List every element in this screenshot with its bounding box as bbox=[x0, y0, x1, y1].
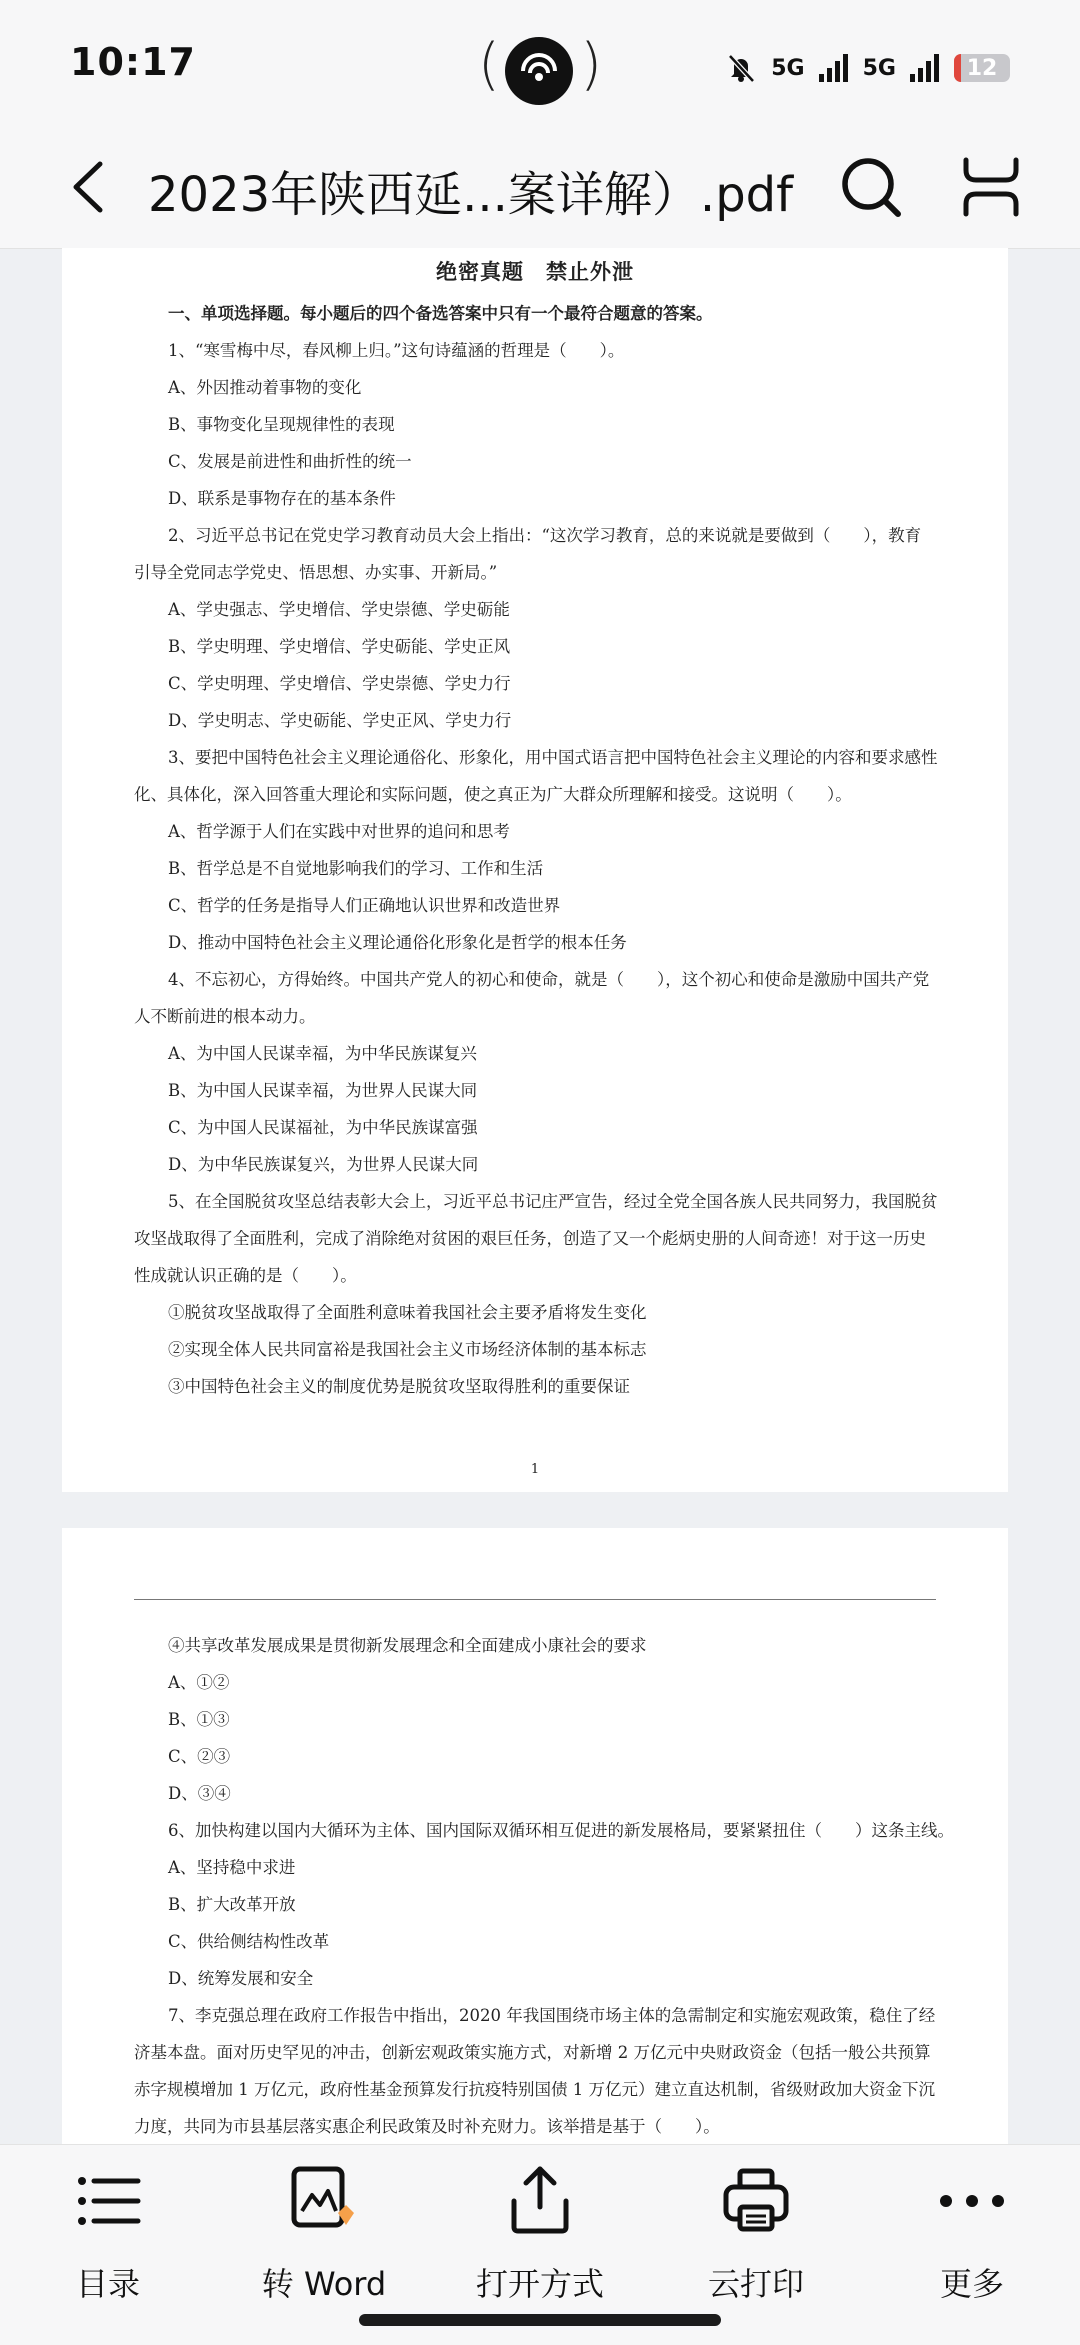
status-icons bbox=[725, 48, 1010, 88]
text-line: 7、李克强总理在政府工作报告中指出，2020 年我国围绕市场主体的急需制定和实施宏观政策，稳住了经 bbox=[168, 2006, 936, 2025]
text-line: D、为中华民族谋复兴，为世界人民谋大同 bbox=[168, 1155, 479, 1174]
home-indicator[interactable] bbox=[359, 2314, 721, 2326]
status-bar bbox=[0, 0, 1080, 130]
page-heading: 绝密真题 禁止外泄 bbox=[436, 259, 634, 284]
share-icon bbox=[500, 2161, 580, 2241]
text-line: B、扩大改革开放 bbox=[168, 1895, 296, 1914]
text-line: D、③④ bbox=[168, 1784, 231, 1803]
text-line: B、事物变化呈现规律性的表现 bbox=[168, 415, 395, 434]
mute-bell-icon bbox=[725, 52, 757, 84]
text-line: 5、在全国脱贫攻坚总结表彰大会上，习近平总书记庄严宣告，经过全党全国各族人民共同努力，我国脱贫 bbox=[168, 1192, 938, 1211]
back-arrow-icon bbox=[60, 152, 120, 222]
toolbar-label: 更多 bbox=[939, 2265, 1004, 2303]
signal-bars-icon bbox=[819, 54, 849, 82]
text-line: 2、习近平总书记在党史学习教育动员大会上指出：“这次学习教育，总的来说就是要做到（ ），教育 bbox=[168, 526, 922, 545]
list-icon bbox=[68, 2161, 148, 2241]
document-title: 2023年陕西延...案详解）.pdf bbox=[148, 167, 794, 223]
text-line: A、①② bbox=[168, 1673, 230, 1692]
search-button[interactable] bbox=[838, 152, 904, 222]
pdf-page-2 bbox=[62, 1528, 1008, 2144]
convert-word-icon bbox=[284, 2161, 364, 2241]
text-line: D、统筹发展和安全 bbox=[168, 1969, 314, 1988]
text-line: C、供给侧结构性改革 bbox=[168, 1932, 330, 1951]
printer-icon bbox=[716, 2161, 796, 2241]
text-line: B、哲学总是不自觉地影响我们的学习、工作和生活 bbox=[168, 859, 544, 878]
island-left-bracket: ( bbox=[478, 32, 500, 97]
text-line: D、学史明志、学史砺能、学史正风、学史力行 bbox=[168, 711, 512, 730]
text-line: B、为中国人民谋幸福，为世界人民谋大同 bbox=[168, 1081, 478, 1100]
text-line: A、外因推动着事物的变化 bbox=[168, 378, 362, 397]
text-line: A、坚持稳中求进 bbox=[168, 1858, 296, 1877]
toolbar-label: 目录 bbox=[75, 2265, 140, 2303]
text-line: 引导全党同志学党史、悟思想、办实事、开新局。” bbox=[134, 563, 498, 582]
text-line: A、学史强志、学史增信、学史崇德、学史砺能 bbox=[168, 600, 510, 619]
battery-level: 12 bbox=[966, 55, 998, 81]
text-line: A、哲学源于人们在实践中对世界的追问和思考 bbox=[168, 822, 510, 841]
title-bar bbox=[0, 130, 1080, 249]
hotspot-icon bbox=[505, 37, 573, 105]
text-line: ①脱贫攻坚战取得了全面胜利意味着我国社会主要矛盾将发生变化 bbox=[168, 1303, 647, 1322]
text-line: 赤字规模增加 1 万亿元，政府性基金预算发行抗疫特别国债 1 万亿元）建立直达机制，省级财政加大资金下沉 bbox=[134, 2080, 935, 2099]
toolbar-label: 云打印 bbox=[707, 2265, 804, 2303]
battery-icon bbox=[954, 54, 1010, 82]
text-line: ③中国特色社会主义的制度优势是脱贫攻坚取得胜利的重要保证 bbox=[168, 1377, 630, 1396]
text-line: 性成就认识正确的是（ ）。 bbox=[134, 1266, 357, 1285]
header-rule bbox=[134, 1599, 936, 1600]
page-number: 1 bbox=[530, 1462, 540, 1477]
more-icon bbox=[932, 2161, 1012, 2241]
pdf-page-1 bbox=[62, 248, 1008, 1492]
signal-2-label: 5G bbox=[862, 55, 896, 81]
text-line: D、联系是事物存在的基本条件 bbox=[168, 489, 396, 508]
pdf-viewer[interactable] bbox=[0, 248, 1080, 2144]
search-icon bbox=[838, 152, 904, 222]
text-line: C、为中国人民谋福祉，为中华民族谋富强 bbox=[168, 1118, 478, 1137]
exit-button[interactable] bbox=[958, 154, 1024, 220]
section-heading: 一、单项选择题。每小题后的四个备选答案中只有一个最符合题意的答案。 bbox=[168, 304, 713, 323]
text-line: 力度，共同为市县基层落实惠企利民政策及时补充财力。该举措是基于（ ）。 bbox=[134, 2117, 720, 2136]
text-line: ②实现全体人民共同富裕是我国社会主义市场经济体制的基本标志 bbox=[168, 1340, 647, 1359]
text-line: 6、加快构建以国内大循环为主体、国内国际双循环相互促进的新发展格局，要紧紧扭住（ ）这条主线。 bbox=[168, 1821, 954, 1840]
signal-1-label: 5G bbox=[771, 55, 805, 81]
toolbar-label: 转 Word bbox=[261, 2265, 387, 2303]
island-right-bracket: ) bbox=[580, 32, 602, 97]
text-line: C、哲学的任务是指导人们正确地认识世界和改造世界 bbox=[168, 896, 561, 915]
toolbar-item-more[interactable] bbox=[882, 2145, 1062, 2345]
dynamic-island bbox=[478, 30, 602, 110]
text-line: B、①③ bbox=[168, 1710, 230, 1729]
text-line: B、学史明理、学史增信、学史砺能、学史正风 bbox=[168, 637, 511, 656]
toolbar-label: 打开方式 bbox=[475, 2265, 604, 2303]
text-line: C、发展是前进性和曲折性的统一 bbox=[168, 452, 412, 471]
text-line: D、推动中国特色社会主义理论通俗化形象化是哲学的根本任务 bbox=[168, 933, 627, 952]
close-hook-icon bbox=[958, 154, 1024, 220]
text-line: 攻坚战取得了全面胜利，完成了消除绝对贫困的艰巨任务，创造了又一个彪炳史册的人间奇迹！对于这一历史 bbox=[134, 1229, 926, 1248]
text-line: 3、要把中国特色社会主义理论通俗化、形象化，用中国式语言把中国特色社会主义理论的内容和要求感性 bbox=[168, 748, 938, 767]
text-line: 化、具体化，深入回答重大理论和实际问题，使之真正为广大群众所理解和接受。这说明（ ）。 bbox=[134, 785, 852, 804]
text-line: 人不断前进的根本动力。 bbox=[134, 1007, 316, 1026]
text-line: 1、“寒雪梅中尽，春风柳上归。”这句诗蕴涵的哲理是（ ）。 bbox=[168, 341, 625, 360]
signal-bars-icon-2 bbox=[910, 54, 940, 82]
text-line: 济基本盘。面对历史罕见的冲击，创新宏观政策实施方式，对新增 2 万亿元中央财政资金（包括一般公共预算 bbox=[134, 2043, 931, 2062]
text-line: A、为中国人民谋幸福，为中华民族谋复兴 bbox=[168, 1044, 477, 1063]
back-button[interactable] bbox=[60, 152, 120, 222]
text-line: ④共享改革发展成果是贯彻新发展理念和全面建成小康社会的要求 bbox=[168, 1636, 647, 1655]
text-line: C、学史明理、学史增信、学史崇德、学史力行 bbox=[168, 674, 511, 693]
status-time: 10:17 bbox=[70, 40, 196, 84]
toolbar-item-contents[interactable] bbox=[18, 2145, 198, 2345]
text-line: 4、不忘初心，方得始终。中国共产党人的初心和使命，就是（ ），这个初心和使命是激励中国共产党 bbox=[168, 970, 930, 989]
text-line: C、②③ bbox=[168, 1747, 231, 1766]
